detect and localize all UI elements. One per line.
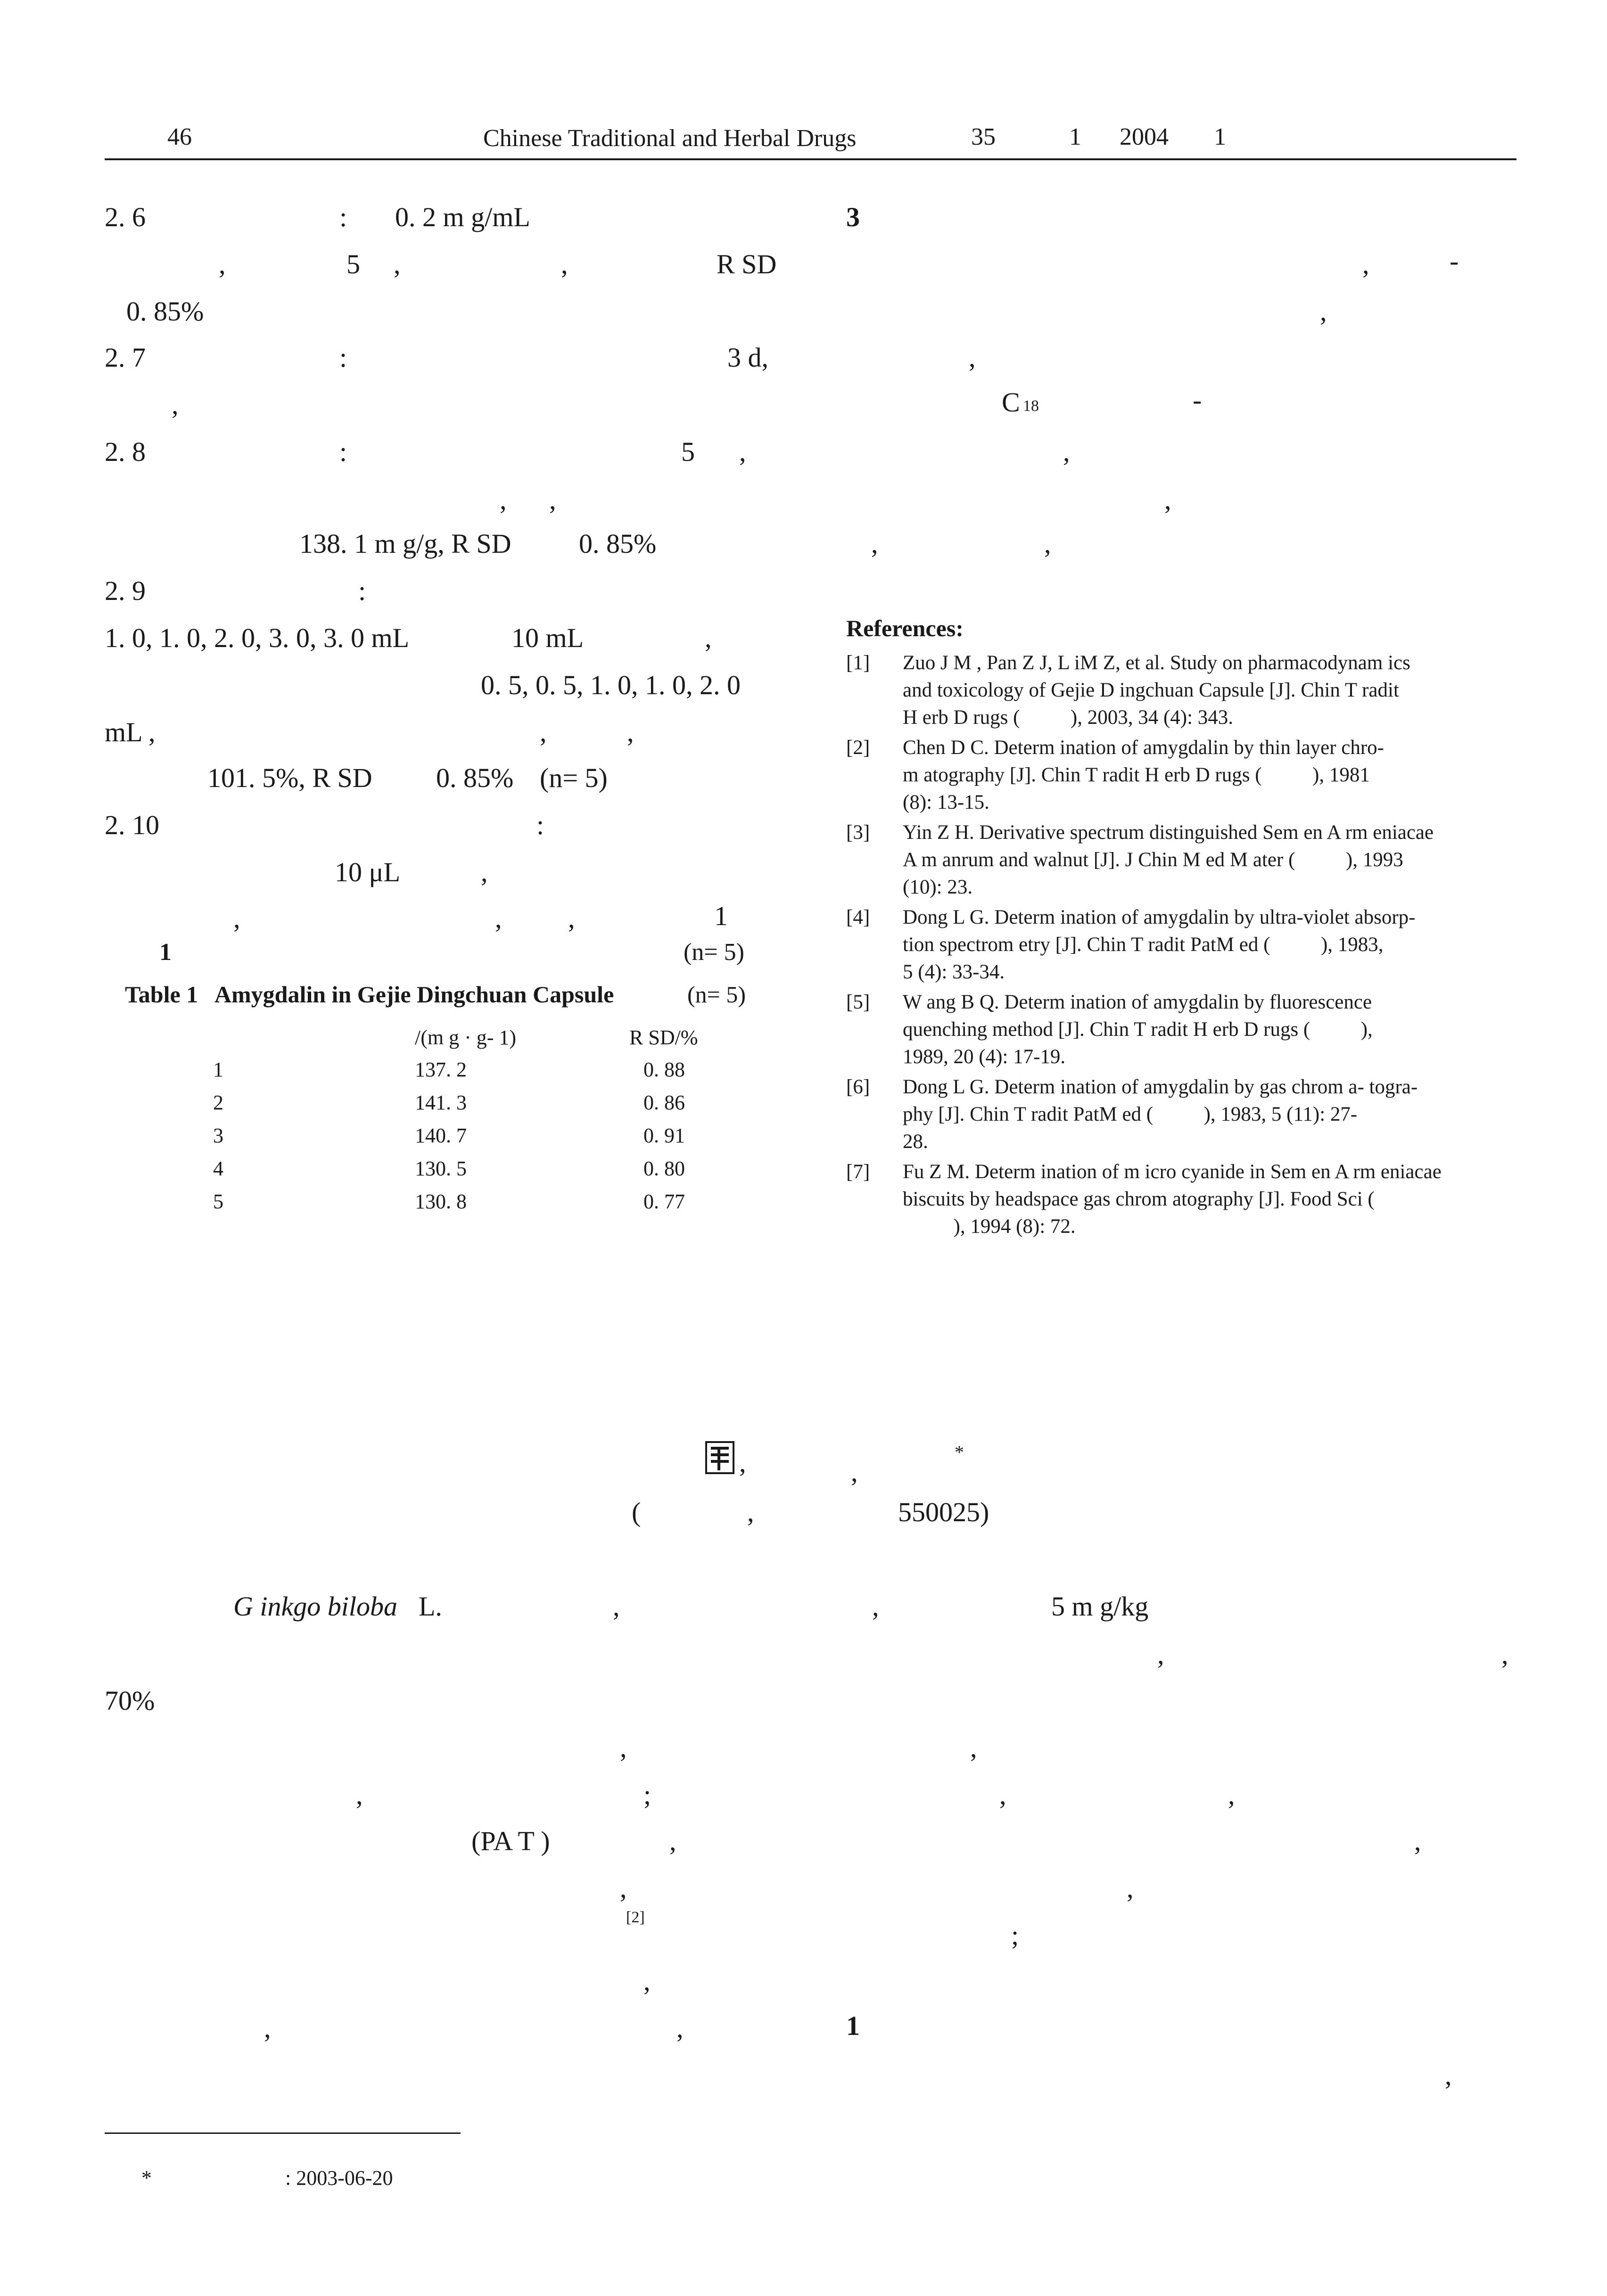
body-text-fragment: 1 xyxy=(714,901,728,931)
body-text-fragment: : xyxy=(339,202,347,232)
body-text-fragment: , xyxy=(1414,1826,1421,1856)
body-text-fragment: , xyxy=(1320,296,1327,327)
body-text-fragment: G inkgo biloba xyxy=(233,1591,397,1622)
body-text-fragment: , xyxy=(561,249,568,279)
body-text-fragment: - xyxy=(1193,385,1202,415)
reference-number: [7] xyxy=(846,1161,870,1183)
body-text-fragment: , xyxy=(172,389,179,420)
body-text-fragment: 2. 6 xyxy=(105,202,146,232)
body-text-fragment: , xyxy=(1127,1873,1134,1903)
body-text-fragment: : xyxy=(339,342,347,373)
body-text-fragment: 70% xyxy=(105,1685,155,1716)
body-text-fragment: C xyxy=(1002,387,1020,418)
reference-number: [4] xyxy=(846,906,870,928)
reference-line: W ang B Q. Determ ination of amygdalin by fluorescence xyxy=(903,991,1372,1013)
journal-year: 2004 xyxy=(1120,123,1169,150)
reference-line: (10): 23. xyxy=(903,876,973,898)
table-col-header-content: /(m g · g- 1) xyxy=(415,1026,517,1049)
body-text-fragment: 10 mL xyxy=(511,623,584,653)
table-cell-number: 1 xyxy=(213,1058,223,1081)
table-label: 1 xyxy=(159,939,172,966)
body-text-fragment: 18 xyxy=(1023,397,1039,415)
reference-number: [5] xyxy=(846,991,870,1013)
reference-line: 5 (4): 33-34. xyxy=(903,961,1005,983)
affiliation-postcode: 550025) xyxy=(898,1497,989,1527)
journal-issue: 1 xyxy=(1069,123,1081,150)
reference-line: Dong L G. Determ ination of amygdalin by ultra-violet absorp- xyxy=(903,906,1416,928)
affiliation-comma: , xyxy=(747,1497,754,1527)
body-text-fragment: 2. 8 xyxy=(105,436,146,467)
body-text-fragment: , xyxy=(1228,1779,1235,1810)
table-col-header-rsd: R SD/% xyxy=(629,1026,698,1049)
body-text-fragment: , xyxy=(264,2013,271,2043)
reference-line: tion spectrom etry [J]. Chin T radit PatM ed ( ), 1983, xyxy=(903,934,1384,956)
reference-line: 28. xyxy=(903,1131,928,1153)
body-text-fragment: 5 m g/kg xyxy=(1051,1591,1149,1622)
table-cell-rsd: 0. 88 xyxy=(643,1058,685,1081)
body-text-fragment: , xyxy=(219,249,226,279)
body-text-fragment: 0. 85% xyxy=(579,528,657,559)
seal-icon xyxy=(705,1441,734,1474)
footnote-rule xyxy=(105,2132,461,2134)
reference-number: [3] xyxy=(846,821,870,844)
reference-line: Dong L G. Determ ination of amygdalin by gas chrom a- togra- xyxy=(903,1076,1418,1098)
body-text-fragment: , xyxy=(872,1591,879,1622)
body-text-fragment: 0. 85% xyxy=(126,296,204,327)
reference-line: m atography [J]. Chin T radit H erb D rugs ( ), 1981 xyxy=(903,764,1370,786)
reference-line: 1989, 20 (4): 17-19. xyxy=(903,1046,1066,1068)
affiliation-open: ( xyxy=(632,1497,641,1527)
body-text-fragment: : xyxy=(536,810,544,840)
table-cell-number: 5 xyxy=(213,1190,223,1213)
reference-line: Fu Z M. Determ ination of m icro cyanide in Sem en A rm eniacae xyxy=(903,1161,1442,1183)
journal-month: 1 xyxy=(1214,123,1226,150)
body-text-fragment: 3 d, xyxy=(727,342,768,373)
table-cell-rsd: 0. 91 xyxy=(643,1124,685,1147)
body-text-fragment: , xyxy=(676,2013,684,2043)
body-text-fragment: , xyxy=(1445,2060,1452,2091)
table-caption-n: (n= 5) xyxy=(687,981,746,1008)
reference-line: phy [J]. Chin T radit PatM ed ( ), 1983, 5 (11): 27- xyxy=(903,1103,1358,1125)
table-cell-rsd: 0. 80 xyxy=(643,1157,685,1180)
body-text-fragment: L. xyxy=(419,1591,442,1622)
body-text-fragment: 138. 1 m g/g, R SD xyxy=(299,528,511,559)
citation-marker: [2] xyxy=(626,1909,645,1926)
table-cell-rsd: 0. 77 xyxy=(643,1190,685,1213)
body-text-fragment: , xyxy=(871,528,878,559)
reference-line: (8): 13-15. xyxy=(903,791,989,813)
body-text-fragment: , xyxy=(568,903,575,934)
body-text-fragment: , xyxy=(1063,436,1070,467)
body-text-fragment: ; xyxy=(1011,1920,1019,1951)
reference-line: Yin Z H. Derivative spectrum distinguished Sem en A rm eniacae xyxy=(903,821,1434,844)
body-text-fragment: , xyxy=(1164,484,1171,515)
body-text-fragment: , xyxy=(394,249,401,279)
page-number: 46 xyxy=(167,123,192,150)
reference-line: H erb D rugs ( ), 2003, 34 (4): 343. xyxy=(903,706,1234,729)
table-cell-value: 141. 3 xyxy=(415,1091,467,1114)
reference-number: [1] xyxy=(846,652,870,674)
body-text-fragment: - xyxy=(1450,246,1459,276)
body-text-fragment: 1. 0, 1. 0, 2. 0, 3. 0, 3. 0 mL xyxy=(105,623,410,653)
body-text-fragment: (PA T ) xyxy=(471,1826,550,1856)
body-text-fragment: , xyxy=(549,484,556,515)
table-cell-rsd: 0. 86 xyxy=(643,1091,685,1114)
table-cell-number: 2 xyxy=(213,1091,223,1114)
body-text-fragment: , xyxy=(500,484,507,515)
author-comma: , xyxy=(739,1447,746,1478)
body-text-fragment: : xyxy=(339,436,347,467)
journal-title: Chinese Traditional and Herbal Drugs xyxy=(483,125,857,152)
body-text-fragment: 2. 10 xyxy=(105,810,159,840)
body-text-fragment: , xyxy=(1501,1639,1508,1670)
reference-line: biscuits by headspace gas chrom atography [J]. Food Sci ( xyxy=(903,1188,1375,1210)
table-cell-number: 4 xyxy=(213,1157,223,1180)
body-text-fragment: , xyxy=(705,623,712,653)
body-text-fragment: mL , xyxy=(105,717,156,747)
reference-line: A m anrum and walnut [J]. J Chin M ed M ater ( ), 1993 xyxy=(903,849,1403,871)
reference-line: Chen D C. Determ ination of amygdalin by thin layer chro- xyxy=(903,737,1384,759)
body-text-fragment: , xyxy=(233,903,240,934)
body-text-fragment: 0. 85% xyxy=(436,763,514,793)
body-text-fragment: , xyxy=(1044,528,1051,559)
author-asterisk: * xyxy=(955,1442,964,1463)
body-text-fragment: 0. 5, 0. 5, 1. 0, 1. 0, 2. 0 xyxy=(481,670,741,700)
body-text-fragment: , xyxy=(620,1732,627,1763)
body-text-fragment: 10 μL xyxy=(335,857,401,887)
body-text-fragment: , xyxy=(1157,1639,1164,1670)
reference-number: [2] xyxy=(846,737,870,759)
table-cell-value: 130. 5 xyxy=(415,1157,467,1180)
body-text-fragment: , xyxy=(970,1732,977,1763)
body-text-fragment: 2. 9 xyxy=(105,575,146,606)
footnote-mark: * xyxy=(141,2166,152,2189)
body-text-fragment: 1 xyxy=(846,2010,860,2041)
body-text-fragment: ; xyxy=(643,1779,651,1810)
reference-line: quenching method [J]. Chin T radit H erb D rugs ( ), xyxy=(903,1018,1373,1041)
body-text-fragment: , xyxy=(999,1779,1006,1810)
body-text-fragment: 5 xyxy=(681,436,695,467)
table-cell-value: 137. 2 xyxy=(415,1058,467,1081)
table-n-label: (n= 5) xyxy=(684,939,744,966)
body-text-fragment: , xyxy=(495,903,502,934)
body-text-fragment: , xyxy=(643,1966,651,1996)
body-text-fragment: , xyxy=(1362,249,1369,279)
reference-line: and toxicology of Gejie D ingchuan Capsule [J]. Chin T radit xyxy=(903,679,1399,701)
body-text-fragment: , xyxy=(540,717,547,747)
body-text-fragment: , xyxy=(969,342,976,373)
body-text-fragment: : xyxy=(358,575,366,606)
table-cell-value: 140. 7 xyxy=(415,1124,467,1147)
header-rule xyxy=(105,158,1516,160)
body-text-fragment: 101. 5%, R SD xyxy=(207,763,372,793)
reference-line: Zuo J M , Pan Z J, L iM Z, et al. Study on pharmacodynam ics xyxy=(903,652,1410,674)
body-text-fragment: , xyxy=(620,1873,627,1903)
body-text-fragment: 0. 2 m g/mL xyxy=(395,202,530,232)
body-text-fragment: R SD xyxy=(717,249,777,279)
reference-line: ), 1994 (8): 72. xyxy=(903,1215,1076,1238)
table-cell-value: 130. 8 xyxy=(415,1190,467,1213)
reference-number: [6] xyxy=(846,1076,870,1098)
author-comma-2: , xyxy=(851,1457,858,1487)
table-caption: Table 1 Amygdalin in Gejie Dingchuan Capsule xyxy=(125,981,614,1008)
body-text-fragment: , xyxy=(481,857,488,887)
body-text-fragment: 5 xyxy=(346,249,360,279)
body-text-fragment: , xyxy=(739,436,746,467)
journal-volume: 35 xyxy=(971,123,996,150)
references-heading: References: xyxy=(846,615,964,641)
body-text-fragment: , xyxy=(627,717,634,747)
body-text-fragment: 3 xyxy=(846,202,860,232)
body-text-fragment: , xyxy=(356,1779,363,1810)
body-text-fragment: 2. 7 xyxy=(105,342,146,373)
footnote-text: : 2003-06-20 xyxy=(285,2166,393,2189)
table-cell-number: 3 xyxy=(213,1124,223,1147)
body-text-fragment: , xyxy=(669,1826,676,1856)
body-text-fragment: , xyxy=(613,1591,620,1622)
body-text-fragment: (n= 5) xyxy=(540,763,608,793)
